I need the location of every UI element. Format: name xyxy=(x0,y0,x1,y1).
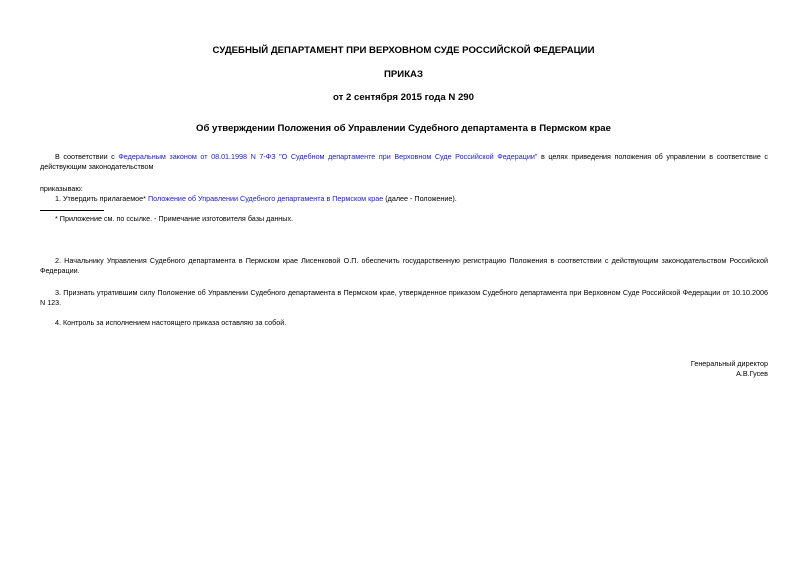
signature-block xyxy=(691,359,768,379)
document-title: Об утверждении Положения об Управлении Судебного департамента в Пермском крае xyxy=(196,123,611,134)
basis-prefix: В соответствии с xyxy=(55,152,119,161)
signatory-name: А.В.Гусев xyxy=(736,369,768,378)
item-1-suffix: (далее - Положение). xyxy=(383,194,457,203)
date-number-heading: от 2 сентября 2015 года N 290 xyxy=(333,92,474,103)
signatory-position: Генеральный директор xyxy=(690,359,768,368)
footnote-text: * Приложение см. по ссылке. - Примечание изготовителя базы данных. xyxy=(55,214,294,223)
item-3-paragraph: 3. Признать утратившим силу Положение об Управлении Судебного департамента в Пермском крае, утвержденное приказом Судебного департамента при Верховном Суде Российской Федерации от 10.10.2006 N 123. xyxy=(40,288,768,307)
item-2-paragraph: 2. Начальнику Управления Судебного департамента в Пермском крае Лисенковой О.П. обеспечить государственную регистрацию Положения в соответствии с действующим законодательством Российской Федерации. xyxy=(40,256,768,275)
footnote-divider xyxy=(40,210,104,211)
basis-paragraph xyxy=(40,152,768,172)
item-4-paragraph: 4. Контроль за исполнением настоящего приказа оставляю за собой. xyxy=(55,318,287,327)
order-word: приказываю: xyxy=(40,184,83,193)
document-type-heading: ПРИКАЗ xyxy=(384,69,423,80)
basis-suffix: в целях приведения положения об управлении в соответствие с действующим законодательством xyxy=(40,152,769,171)
item-1-paragraph xyxy=(40,194,768,204)
department-heading: СУДЕБНЫЙ ДЕПАРТАМЕНТ ПРИ ВЕРХОВНОМ СУДЕ РОССИЙСКОЙ ФЕДЕРАЦИИ xyxy=(212,45,595,56)
federal-law-link[interactable]: Федеральным законом от 08.01.1998 N 7-ФЗ "О Судебном департаменте при Верховном Суде Российской Федерации" xyxy=(118,152,538,161)
item-1-prefix: 1. Утвердить прилагаемое* xyxy=(55,194,148,203)
regulation-link[interactable]: Положение об Управлении Судебного департамента в Пермском крае xyxy=(147,194,384,203)
